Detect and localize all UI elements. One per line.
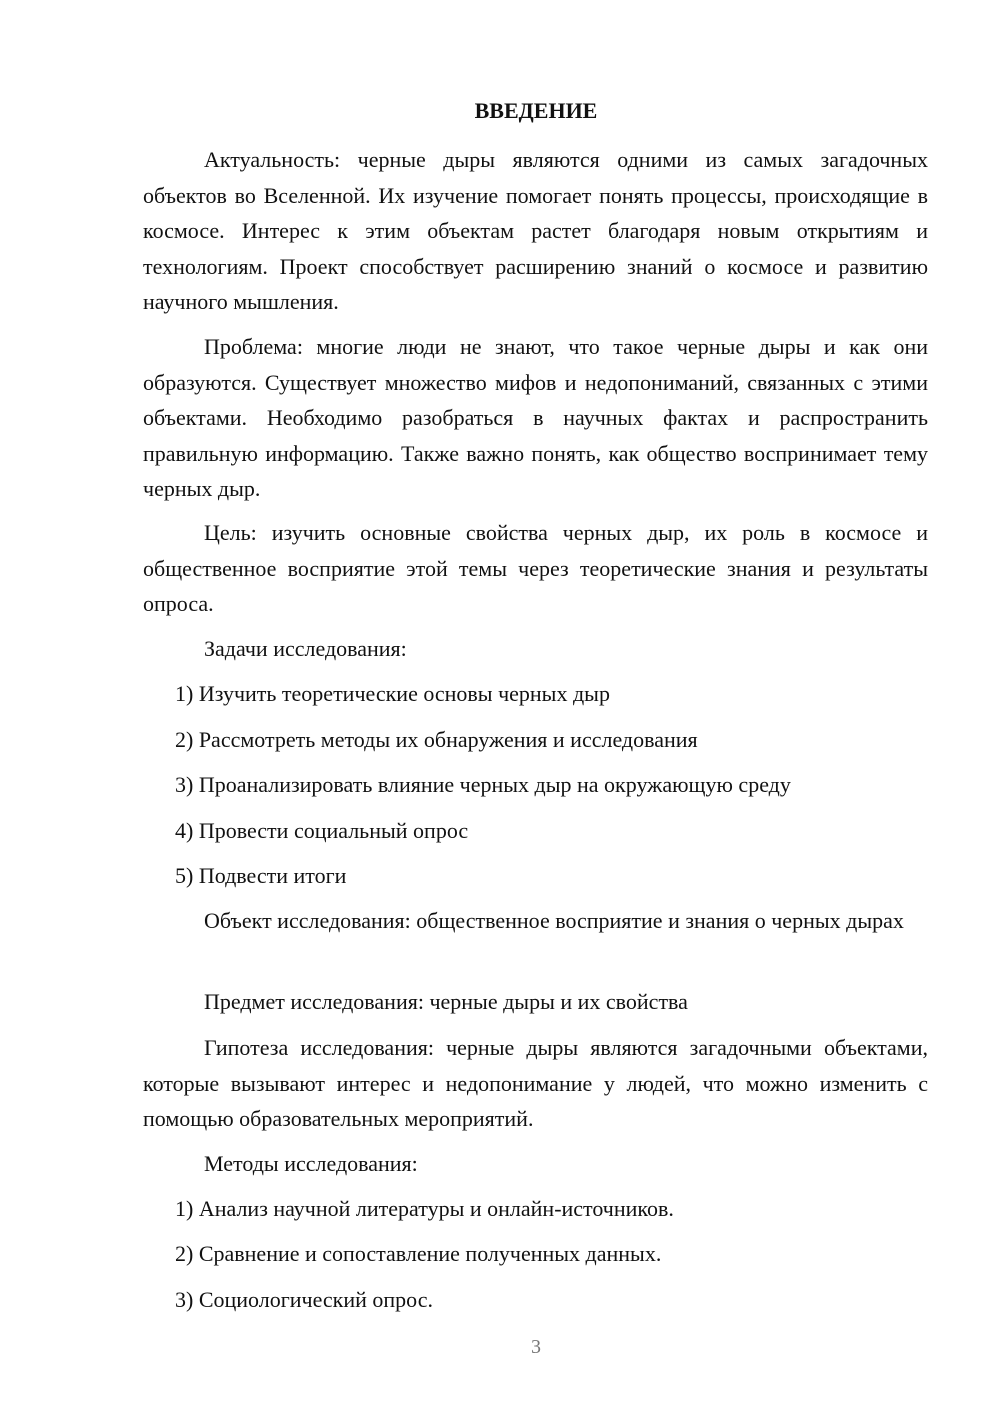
task-item-2: 2) Рассмотреть методы их обнаружения и исследования [175,727,698,752]
method-item-2: 2) Сравнение и сопоставление полученных данных. [175,1241,662,1266]
problem-paragraph: Проблема: многие люди не знают, что такое черные дыры и как они образуются. Существует множество мифов и недопониманий, связанных с этими объектами. Необходимо разобраться в научных фактах и распространить правильную информацию. Также важно понять, как общество воспринимает тему черных дыр. [143,334,928,501]
relevance-paragraph: Актуальность: черные дыры являются одними из самых загадочных объектов во Вселенной. Их изучение помогает понять процессы, происходящие в космосе. Интерес к этим объектам растет благодаря новым открытиям и технологиям. Проект способствует расширению знаний о космосе и развитию научного мышления. [143,147,928,314]
subject-paragraph: Предмет исследования: черные дыры и их свойства [204,989,688,1014]
goal-paragraph: Цель: изучить основные свойства черных дыр, их роль в космосе и общественное восприятие этой темы через теоретические знания и результаты опроса. [143,520,928,616]
task-item-5: 5) Подвести итоги [175,863,347,888]
object-paragraph: Объект исследования: общественное восприятие и знания о черных дырах [204,908,904,933]
task-item-3: 3) Проанализировать влияние черных дыр на окружающую среду [175,772,791,797]
task-item-1: 1) Изучить теоретические основы черных дыр [175,681,610,706]
task-item-4: 4) Провести социальный опрос [175,818,469,843]
methods-heading: Методы исследования: [204,1151,418,1176]
hypothesis-paragraph: Гипотеза исследования: черные дыры являются загадочными объектами, которые вызывают интерес и недопонимание у людей, что можно изменить с помощью образовательных мероприятий. [143,1035,928,1131]
method-item-3: 3) Социологический опрос. [175,1287,433,1312]
method-item-1: 1) Анализ научной литературы и онлайн-источников. [175,1196,674,1221]
tasks-heading: Задачи исследования: [204,636,407,661]
page-number: 3 [531,1336,541,1358]
page-title: ВВЕДЕНИЕ [474,98,598,123]
